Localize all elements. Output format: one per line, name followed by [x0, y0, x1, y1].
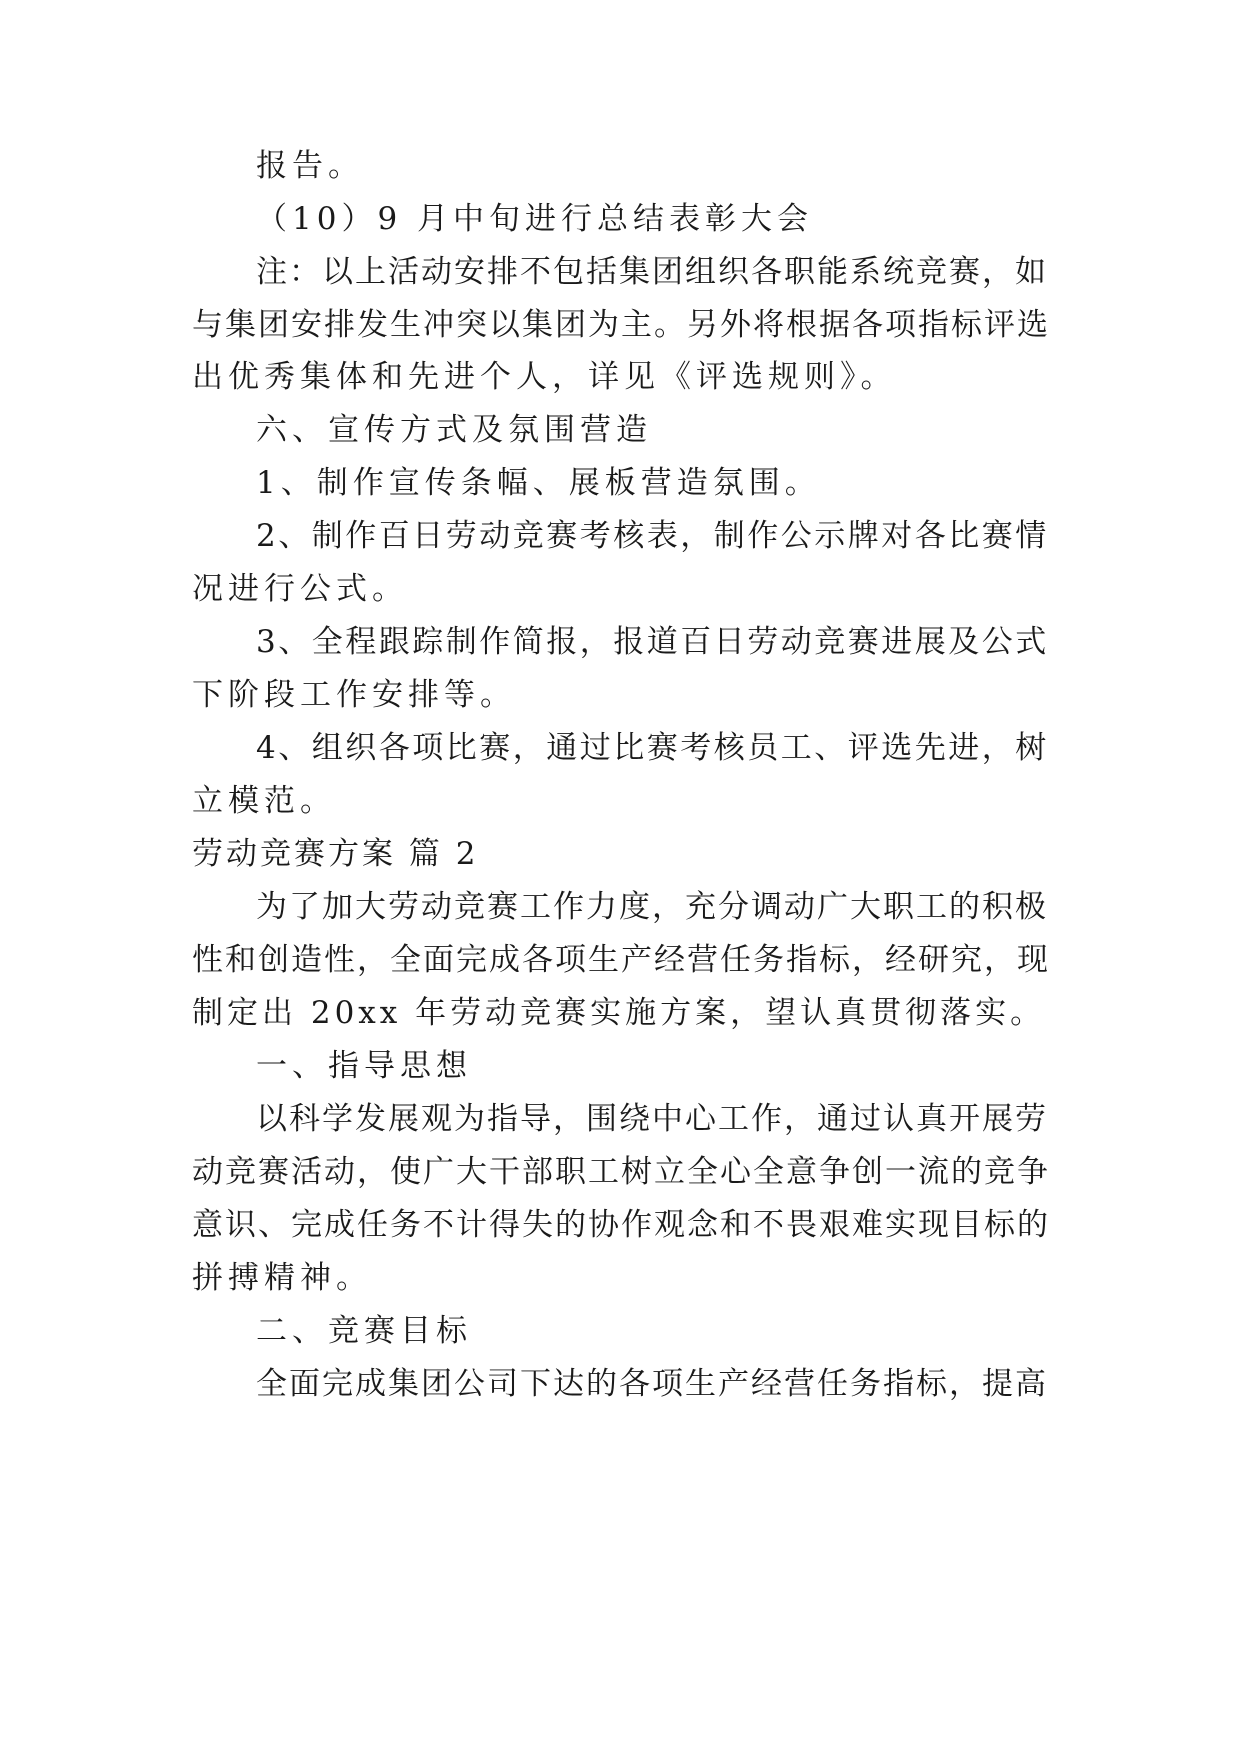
text-line: 1、制作宣传条幅、展板营造氛围。 [256, 465, 821, 501]
document-title: 劳动竞赛方案 篇 2 [192, 836, 479, 872]
section-heading: 一、指导思想 [256, 1048, 472, 1084]
text-line: 2、制作百日劳动竞赛考核表，制作公示牌对各比赛情 [256, 518, 1049, 554]
text-line: 报告。 [256, 148, 364, 184]
text-line: 以科学发展观为指导，围绕中心工作，通过认真开展劳 [256, 1101, 1048, 1137]
text-line: 4、组织各项比赛，通过比赛考核员工、评选先进，树 [256, 730, 1049, 766]
text-line: 动竞赛活动，使广大干部职工树立全心全意争创一流的竞争 [192, 1154, 1050, 1190]
text-line: （10）9 月中旬进行总结表彰大会 [256, 201, 814, 237]
text-line: 出优秀集体和先进个人，详见《评选规则》。 [192, 359, 897, 395]
text-line: 拼搏精神。 [192, 1260, 372, 1296]
text-line: 3、全程跟踪制作简报，报道百日劳动竞赛进展及公式 [256, 624, 1049, 660]
text-line: 为了加大劳动竞赛工作力度，充分调动广大职工的积极 [256, 889, 1048, 925]
text-line: 注：以上活动安排不包括集团组织各职能系统竞赛，如 [256, 254, 1048, 290]
text-line: 立模范。 [192, 783, 336, 819]
text-line: 与集团安排发生冲突以集团为主。另外将根据各项指标评选 [192, 307, 1050, 343]
text-line: 全面完成集团公司下达的各项生产经营任务指标，提高 [256, 1366, 1048, 1402]
text-line: 性和创造性，全面完成各项生产经营任务指标，经研究，现 [192, 942, 1050, 978]
text-line: 意识、完成任务不计得失的协作观念和不畏艰难实现目标的 [192, 1207, 1050, 1243]
text-line: 况进行公式。 [192, 571, 408, 607]
text-line: 制定出 20xx 年劳动竞赛实施方案，望认真贯彻落实。 [192, 995, 1046, 1031]
section-heading: 六、宣传方式及氛围营造 [256, 412, 652, 448]
text-line: 下阶段工作安排等。 [192, 677, 516, 713]
section-heading: 二、竞赛目标 [256, 1313, 472, 1349]
